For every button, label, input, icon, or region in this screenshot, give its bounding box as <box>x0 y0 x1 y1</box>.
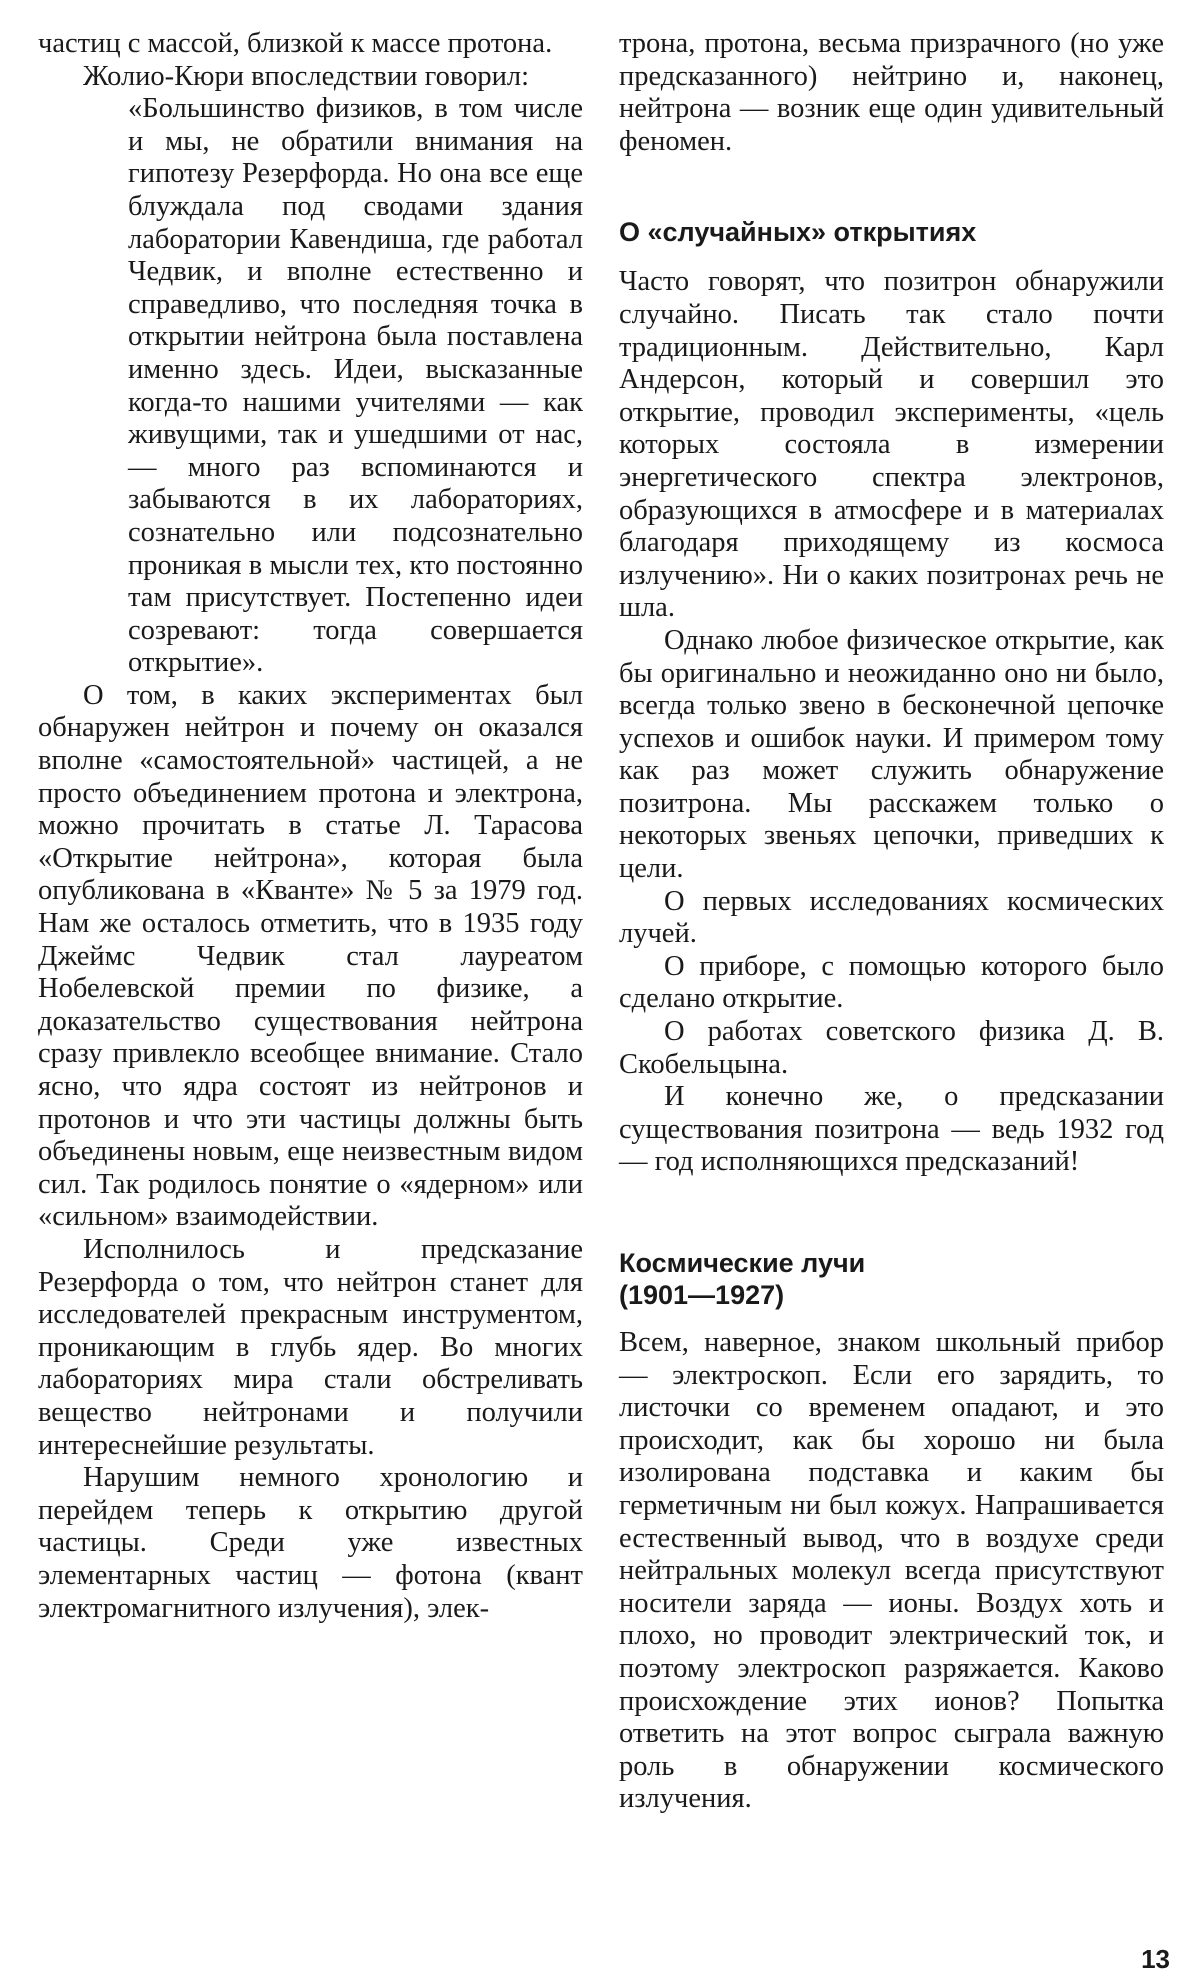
right-column <box>619 28 1164 1816</box>
heading-line-title: Космические лучи <box>619 1248 866 1278</box>
left-column <box>38 28 583 1625</box>
paragraph-positron-random: Часто говорят, что позитрон обнаружили случайно. Писать так стало почти традиционным. Действительно, Карл Андерсон, который и совершил это открытие, проводил эксперименты, «цель которых состояла в измерении энергетического спектра электронов, образующихся в атмосфере и в материалах благодаря приходящему из космоса излучению». Ни о каких позитронах речь не шла. <box>619 266 1164 624</box>
paragraph-discovery-chain: Однако любое физическое открытие, как бы оригинально и неожиданно оно ни было, всегда только звено в бесконечной цепочке успехов и ошибок науки. И примером тому как раз может служить обнаружение позитрона. Мы расскажем только о некоторых звеньях цепочки, приведших к цели. <box>619 624 1164 885</box>
paragraph-chronology: Нарушим немного хронологию и перейдем теперь к открытию другой частицы. Среди уже известных элементарных частиц — фотона (квант электромагнитного излучения), элек- <box>38 1462 583 1624</box>
paragraph-list-item-skobeltsyn: О работах советского физика Д. В. Скобельцына. <box>619 1016 1164 1080</box>
heading-line-years: (1901—1927) <box>619 1280 785 1310</box>
section-heading-cosmic-rays <box>619 1247 1164 1311</box>
paragraph-list-item-device: О приборе, с помощью которого было сделано открытие. <box>619 950 1164 1015</box>
section-heading-random-discoveries: О «случайных» открытиях <box>619 217 977 248</box>
page-number: 13 <box>1141 1944 1170 1974</box>
paragraph-rutherford-prediction: Исполнилось и предсказание Резерфорда о том, что нейтрон станет для исследователей прекрасным инструментом, проникающим в глубь ядер. Во многих лабораториях мира стали обстреливать вещество нейтронами и получили интереснейшие результаты. <box>38 1233 583 1461</box>
paragraph-continuation: частиц с массой, близкой к массе протона. <box>38 28 553 59</box>
paragraph-electroscope: Всем, наверное, знаком школьный прибор — электроскоп. Если его зарядить, то листочки со временем опадают, и это происходит, как бы хорошо ни была изолирована подставка и каким бы герметичным ни был кожух. Напрашивается естественный вывод, что в воздухе среди нейтральных молекул всегда присутствуют носители заряда — ионы. Воздух хоть и плохо, но проводит электрический ток, и поэтому электроскоп разряжается. Каково происхождение этих ионов? Попытка ответить на этот вопрос сыграла важную роль в обнаружении космического излучения. <box>619 1327 1164 1815</box>
paragraph-continuation-right: трона, протона, весьма призрачного (но уже предсказанного) нейтрино и, наконец, нейтрона — возник еще один удивительный феномен. <box>619 28 1164 157</box>
block-quote <box>128 93 583 680</box>
paragraph-neutron-experiments: О том, в каких экспериментах был обнаружен нейтрон и почему он оказался вполне «самостоятельной» частицей, а не просто объединением протона и электрона, можно прочитать в статье Л. Тарасова «Открытие нейтрона», которая была опубликована в «Кванте» № 5 за 1979 год. Нам же осталось отметить, что в 1935 году Джеймс Чедвик стал лауреатом Нобелевской премии по физике, а доказательство существования нейтрона сразу привлекло всеобщее внимание. Стало ясно, что ядра состоят из нейтронов и протонов и что эти частицы должны быть объединены новым, еще неизвестным видом сил. Так родилось понятие о «ядерном» или «сильном» взаимодействии. <box>38 679 583 1233</box>
paragraph-list-item-prediction: И конечно же, о предсказании существования позитрона — ведь 1932 год — год исполняющихся предсказаний! <box>619 1081 1164 1178</box>
quote-text: «Большинство физиков, в том числе и мы, не обратили внимания на гипотезу Резерфорда. Но она все еще блуждала под сводами здания лаборатории Кавендиша, где работал Чедвик, и вполне естественно и справедливо, что последняя точка в открытии нейтрона была поставлена именно здесь. Идеи, высказанные когда-то нашими учителями — как живущими, так и ушедшими от нас, — много раз вспоминаются и забываются в их лабораториях, сознательно или подсознательно проникая в мысли тех, кто постоянно там присутствует. Постепенно идеи созревают: тогда совершается открытие». <box>128 93 583 679</box>
paragraph-list-item-cosmic: О первых исследованиях космических лучей. <box>619 885 1164 950</box>
paragraph-joliot-intro: Жолио-Кюри впоследствии говорил: <box>83 60 529 92</box>
